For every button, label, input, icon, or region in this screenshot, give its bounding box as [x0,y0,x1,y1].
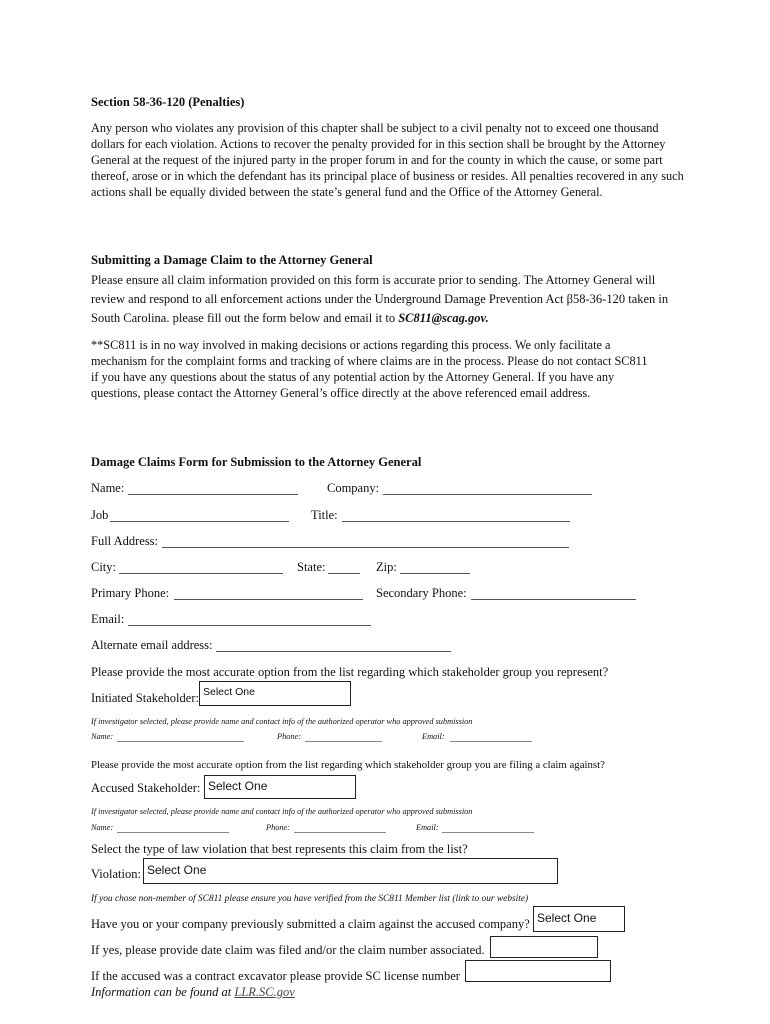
license-question: If the accused was a contract excavator please provide SC license number [91,969,460,983]
title-label: Title: [311,508,338,522]
accused-stakeholder-select[interactable] [204,775,356,799]
inv2-name-label: Name: [91,823,114,832]
email-label: Email: [91,612,125,626]
alt-email-label: Alternate email address: [91,638,213,652]
submitting-title: Submitting a Damage Claim to the Attorney General [91,253,373,267]
email-field[interactable] [128,625,371,626]
accused-stakeholder-label: Accused Stakeholder: [91,781,201,795]
previous-claim-select[interactable] [533,906,625,932]
inv2-phone-field[interactable] [294,832,386,833]
submitting-line3-prefix: South Carolina. please fill out the form below and email it to [91,311,399,325]
inv1-name-field[interactable] [117,741,244,742]
company-label: Company: [327,481,380,495]
city-field[interactable] [119,573,283,574]
nonmember-note: If you chose non-member of SC811 please ensure you have verified from the SC811 Member list (link to our website) [91,894,529,904]
inv1-name-label: Name: [91,732,114,741]
section-body: Any person who violates any provision of this chapter shall be subject to a civil penalty not to exceed one thousand dollars for each violation. Actions to recover the penalty provided for in this section shall be brought by the Attorney General at the request of the injured party in the proper forum in and for the county in which the cause, or some part thereof, arose or in which the defendant has its principal place of business or resides. All penalties recovered in any such actions shall be equally divided between the state’s general fund and the Office of the Attorney General. [91,121,684,199]
info-line [91,985,295,1000]
zip-label: Zip: [376,560,397,574]
inv1-email-field[interactable] [450,741,532,742]
secondary-phone-label: Secondary Phone: [376,586,467,600]
city-label: City: [91,560,117,574]
title-field[interactable] [342,521,570,522]
previous-claim-value: Select One [537,911,597,925]
license-number-field[interactable] [465,960,611,982]
name-field[interactable] [128,494,298,495]
state-label: State: [297,560,326,574]
investigator-note-1: If investigator selected, please provide name and contact info of the authorized operator who approved submission [91,717,473,726]
company-field[interactable] [383,494,592,495]
violation-question: Select the type of law violation that best represents this claim from the list? [91,842,468,856]
address-label: Full Address: [91,534,159,548]
job-label: Job [91,508,109,522]
llr-link[interactable]: LLR.SC.gov [234,985,295,999]
initiated-stakeholder-select[interactable] [199,681,351,706]
state-field[interactable] [328,573,360,574]
sc811-note: **SC811 is in no way involved in making decisions or actions regarding this process. We only facilitate a mechanism for the complaint forms and tracking of where claims are in the process. Please do not contact SC811 if you have any questions about the status of any potential action by the Attorney General. If you have any questions, please contact the Attorney General’s office directly at the above referenced email address. [91,338,648,400]
inv1-phone-field[interactable] [305,741,382,742]
initiated-stakeholder-label: Initiated Stakeholder: [91,691,199,705]
inv1-phone-label: Phone: [277,732,301,741]
accused-stakeholder-value: Select One [208,779,268,793]
form-title: Damage Claims Form for Submission to the Attorney General [91,455,422,469]
job-field[interactable] [110,521,289,522]
claim-date-question: If yes, please provide date claim was filed and/or the claim number associated. [91,943,485,957]
submitting-line2: review and respond to all enforcement actions under the Underground Damage Prevention Act β58-36-120 taken in [91,292,669,306]
inv1-email-label: Email: [422,732,445,741]
primary-phone-field[interactable] [174,599,363,600]
inv2-email-label: Email: [416,823,439,832]
claim-date-field[interactable] [490,936,598,958]
name-label: Name: [91,481,125,495]
initiated-stakeholder-value: Select One [203,686,255,698]
violation-value: Select One [147,863,207,877]
inv2-phone-label: Phone: [266,823,290,832]
section-title: Section 58-36-120 (Penalties) [91,95,245,109]
submitting-line1: Please ensure all claim information provided on this form is accurate prior to sending. The Attorney General will [91,273,656,287]
address-field[interactable] [162,547,569,548]
alt-email-field[interactable] [216,651,451,652]
secondary-phone-field[interactable] [471,599,636,600]
violation-select[interactable] [143,858,558,884]
submitting-line3 [91,311,489,326]
zip-field[interactable] [400,573,470,574]
accused-question: Please provide the most accurate option from the list regarding which stakeholder group you are filing a claim against? [91,759,605,771]
inv2-name-field[interactable] [117,832,229,833]
violation-label: Violation: [91,867,141,881]
info-prefix: Information can be found at [91,985,235,999]
ag-email-link[interactable]: SC811@scag.gov. [398,311,489,325]
inv2-email-field[interactable] [442,832,534,833]
previous-claim-question: Have you or your company previously submitted a claim against the accused company? [91,917,530,931]
primary-phone-label: Primary Phone: [91,586,170,600]
investigator-note-2: If investigator selected, please provide name and contact info of the authorized operator who approved submission [91,807,473,816]
stakeholder-question: Please provide the most accurate option from the list regarding which stakeholder group you represent? [91,665,609,679]
